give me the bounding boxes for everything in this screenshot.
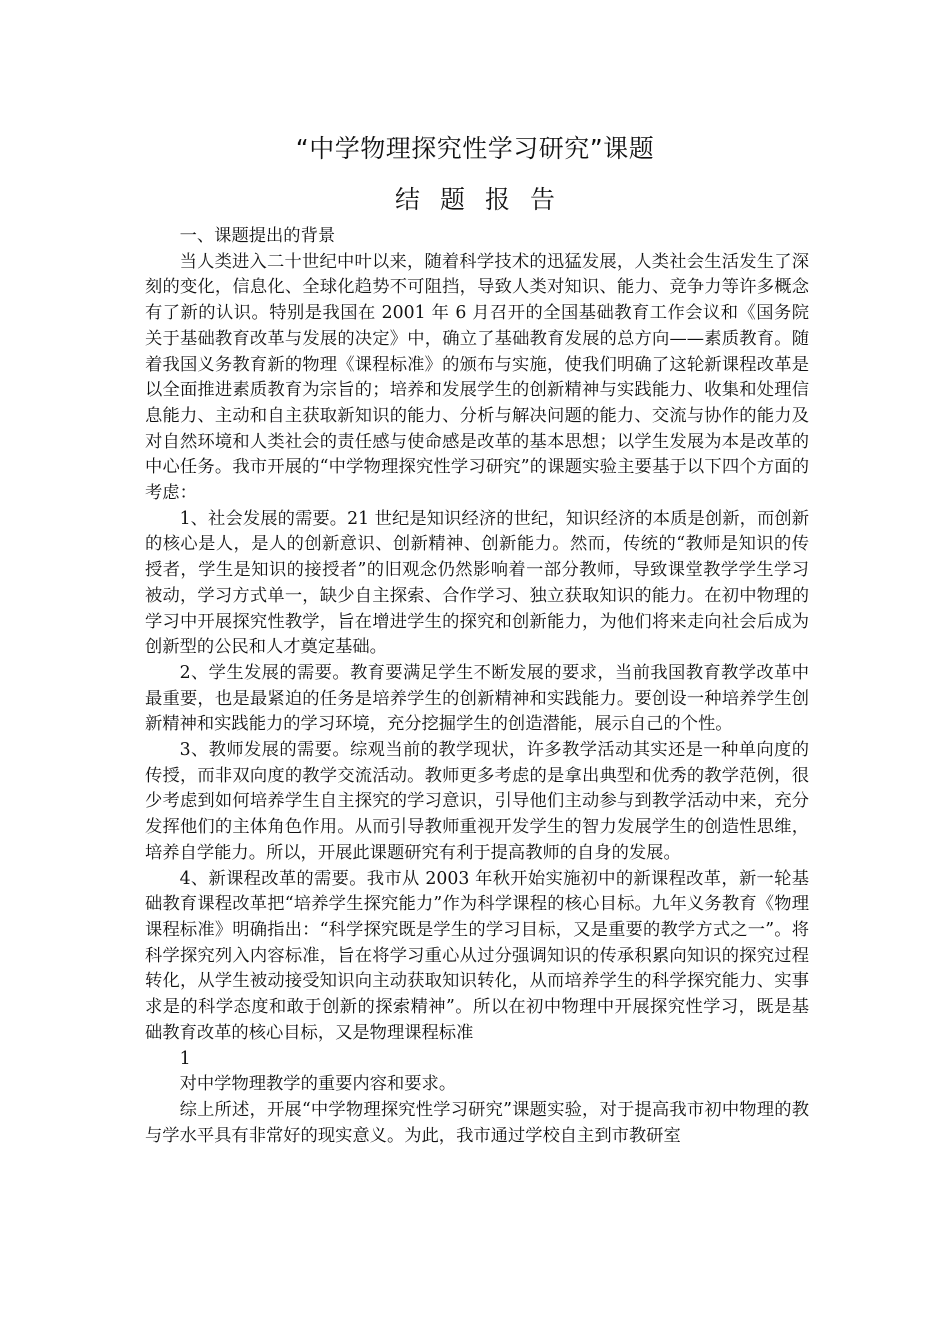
document-body — [145, 224, 809, 1149]
paragraph-summary: 综上所述，开展“中学物理探究性学习研究”课题实验，对于提高我市初中物理的教与学水平具有非常好的现实意义。为此，我市通过学校自主到市教研室 — [145, 1099, 809, 1146]
section-heading: 一、课题提出的背景 — [179, 226, 336, 246]
paragraph-background: 当人类进入二十世纪中叶以来，随着科学技术的迅猛发展，人类社会生活发生了深刻的变化，信息化、全球化趋势不可阻挡，导致人类对知识、能力、竞争力等许多概念有了新的认识。特别是我国在 2001 年 6 月召开的全国基础教育工作会议和《国务院关于基础教育改革与发展的决定》中，确立了基础教育发展的总方向——素质教育。随着我国义务教育新的物理《课程标准》的颁布与实施，使我们明确了这轮新课程改革是以全面推进素质教育为宗旨的；培养和发展学生的创新精神与实践能力、收集和处理信息能力、主动和自主获取新知识的能力、分析与解决问题的能力、交流与协作的能力及对自然环境和人类社会的责任感与使命感是改革的基本思想；以学生发展为本是改革的中心任务。我市开展的“中学物理探究性学习研究”的课题实验主要基于以下四个方面的考虑： — [145, 251, 809, 504]
paragraph-social-need: 1、社会发展的需要。21 世纪是知识经济的世纪，知识经济的本质是创新，而创新的核心是人，是人的创新意识、创新精神、创新能力。然而，传统的“教师是知识的传授者，学生是知识的接授者”的旧观念仍然影响着一部分教师，导致课堂教学学生学习被动，学习方式单一，缺少自主探索、合作学习、独立获取知识的能力。在初中物理的学习中开展探究性教学，旨在增进学生的探究和创新能力，为他们将来走向社会后成为创新型的公民和人才奠定基础。 — [145, 508, 809, 658]
page-number: 1 — [179, 1048, 191, 1069]
paragraph-continuation: 对中学物理教学的重要内容和要求。 — [179, 1074, 457, 1095]
paragraph-curriculum-need: 4、新课程改革的需要。我市从 2003 年秋开始实施初中的新课程改革，新一轮基础教育课程改革把“培养学生探究能力”作为科学课程的核心目标。九年义务教育《物理课程标准》明确指出：“科学探究既是学生的学习目标，又是重要的教学方式之一”。将科学探究列入内容标准，旨在将学习重心从过分强调知识的传承积累向知识的探究过程转化，从学生被动接受知识向主动获取知识转化，从而培养学生的科学探究能力、实事求是的科学态度和敢于创新的探索精神”。所以在初中物理中开展探究性学习，既是基础教育改革的核心目标，又是物理课程标准 — [145, 868, 809, 1043]
document-subtitle: 结题报告 — [394, 185, 575, 214]
paragraph-student-need: 2、学生发展的需要。教育要满足学生不断发展的要求，当前我国教育教学改革中最重要，也是最紧迫的任务是培养学生的创新精神和实践能力。要创设一种培养学生创新精神和实践能力的学习环境，充分挖掘学生的创造潜能，展示自己的个性。 — [145, 662, 809, 735]
paragraph-teacher-need: 3、教师发展的需要。综观当前的教学现状，许多教学活动其实还是一种单向度的传授，而非双向度的教学交流活动。教师更多考虑的是拿出典型和优秀的教学范例，很少考虑到如何培养学生自主探究的学习意识，引导他们主动参与到教学活动中来，充分发挥他们的主体角色作用。从而引导教师重视开发学生的智力发展学生的创造性思维，培养自学能力。所以，开展此课题研究有利于提高教师的自身的发展。 — [145, 740, 809, 863]
document-title: “中学物理探究性学习研究”课题 — [295, 134, 655, 163]
